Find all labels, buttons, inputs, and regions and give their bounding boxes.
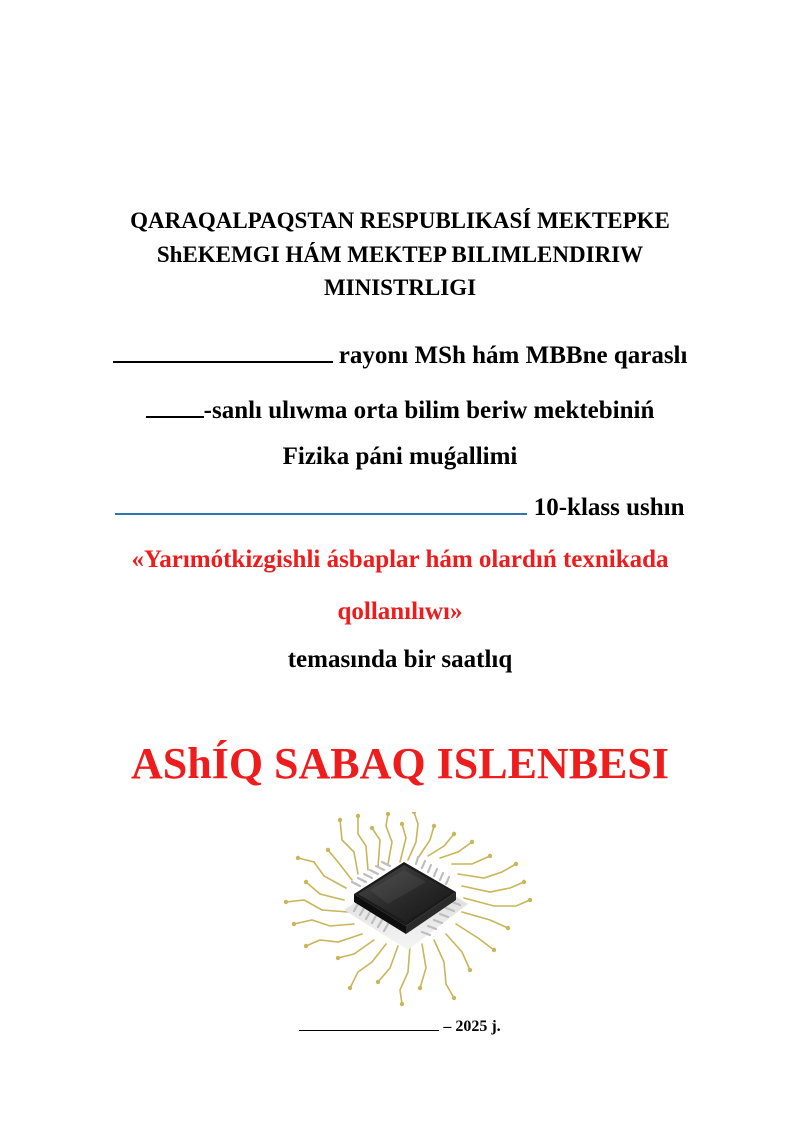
microchip-illustration: [258, 812, 542, 1008]
school-text: -sanlı ulıwma orta bilim beriw mektebiniń: [203, 397, 655, 424]
year-text: – 2025 j.: [439, 1018, 501, 1035]
ministry-line-3: MINISTRLIGI: [323, 275, 477, 300]
microchip-icon: [258, 812, 542, 1008]
district-blank: [113, 361, 333, 363]
district-line: [0, 342, 800, 370]
topic-line-1: «Yarımótkizgishli ásbaplar hám olardıń texnikada: [131, 546, 669, 573]
footer-date-line: [0, 1018, 800, 1036]
topic-line-2: qollanılıwı»: [337, 598, 463, 625]
ministry-line-2: ShEKEMGI HÁM MEKTEP BILIMLENDIRIW: [156, 242, 644, 267]
teacher-name-blank: [115, 513, 527, 515]
class-text: 10-klass ushın: [527, 494, 685, 521]
school-line: [0, 397, 800, 425]
topic-suffix: temasında bir saatlıq: [287, 646, 513, 673]
class-line: [0, 494, 800, 522]
district-text: rayonı MSh hám MBBne qaraslı: [332, 342, 688, 369]
date-blank: [299, 1030, 439, 1031]
school-number-blank: [146, 416, 204, 418]
teacher-line: Fizika páni muǵallimi: [282, 443, 518, 470]
ministry-line-1: QARAQALPAQSTAN RESPUBLIKASÍ MEKTEPKE: [130, 208, 670, 233]
main-title: AShÍQ SABAQ ISLENBESI: [130, 739, 669, 788]
